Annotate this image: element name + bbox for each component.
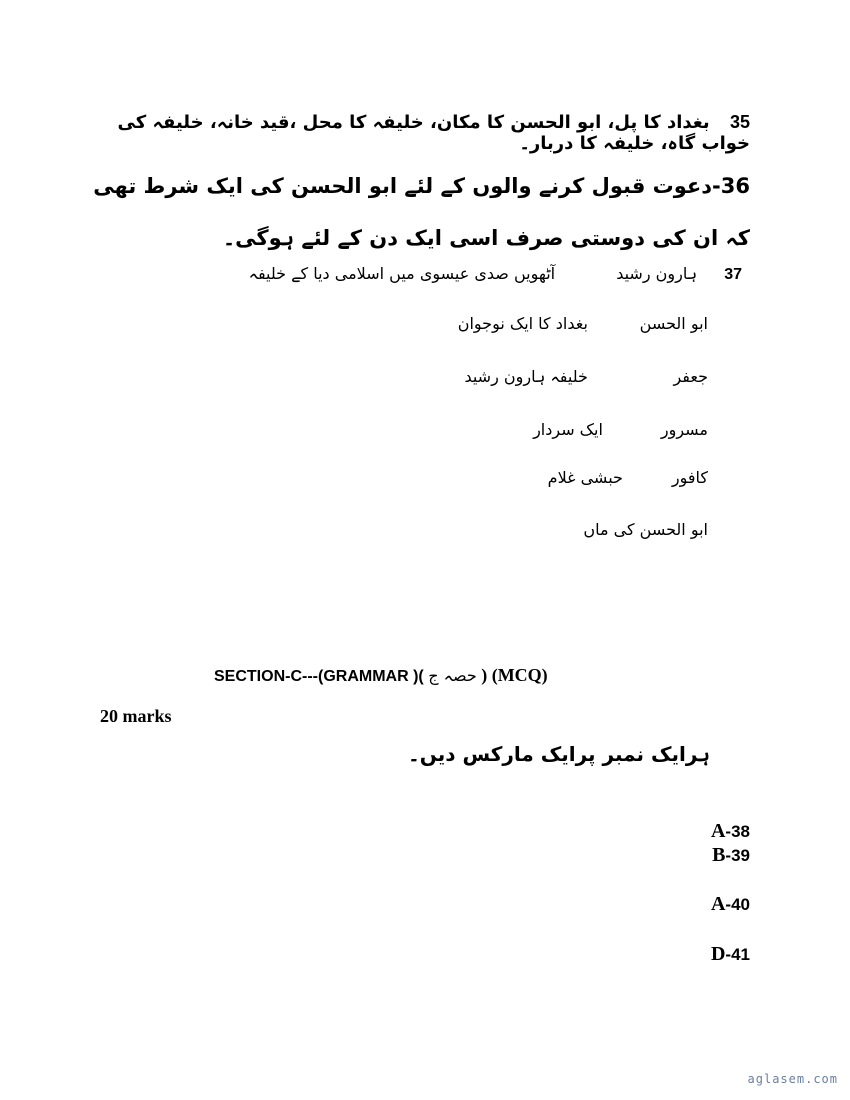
answer-text: ہارون رشید xyxy=(616,264,698,283)
answer-letter: A xyxy=(710,820,726,842)
answer-number: 41 xyxy=(731,945,750,964)
question-36 xyxy=(92,160,750,264)
question-text: 36-دعوت قبول کرنے والوں کے لئے ابو الحسن کی ایک شرط تھی کہ ان کی دوستی صرف اسی ایک دن کے لئے ہوگی۔ xyxy=(93,174,750,250)
section-heading-left: SECTION-C---(GRAMMAR )( xyxy=(214,668,424,685)
character-row xyxy=(583,520,708,539)
section-marks: 20 marks xyxy=(100,706,172,726)
answer-number: 40 xyxy=(731,895,750,914)
question-text: بغداد کا پل، ابو الحسن کا مکان، خلیفہ کا محل ،قید خانہ، خلیفہ کی خواب گاہ، خلیفہ کا دربار۔ xyxy=(117,112,750,154)
character-name: ابو الحسن کی ماں xyxy=(583,520,708,539)
character-description: ایک سردار xyxy=(533,420,603,439)
character-row xyxy=(533,420,708,439)
character-row xyxy=(464,367,708,386)
question-35 xyxy=(90,112,750,154)
section-heading-urdu: حصہ ج xyxy=(428,666,477,685)
mcq-answer: B-39 xyxy=(712,844,750,866)
character-name: کافور xyxy=(671,468,708,487)
character-name: مسرور xyxy=(660,420,708,439)
character-name: ابو الحسن xyxy=(639,314,708,333)
character-description: بغداد کا ایک نوجوان xyxy=(457,314,588,333)
question-37 xyxy=(249,264,742,284)
mcq-answer: A-38 xyxy=(710,820,750,842)
answer-letter: D xyxy=(710,943,726,965)
answer-number: 39 xyxy=(731,846,750,865)
mcq-answer: A-40 xyxy=(710,893,750,915)
marking-instruction: ہرایک نمبر پرایک مارکس دیں۔ xyxy=(408,742,710,766)
section-heading-right: ) (MCQ) xyxy=(481,665,548,685)
answer-description: آٹھویں صدی عیسوی میں اسلامی دیا کے خلیفہ xyxy=(248,264,556,283)
section-heading xyxy=(214,665,548,686)
mcq-answer: D-41 xyxy=(710,943,750,965)
character-description: حبشی غلام xyxy=(547,468,623,487)
watermark: aglasem.com xyxy=(747,1072,838,1086)
answer-number: 38 xyxy=(731,822,750,841)
answer-letter: A xyxy=(710,893,726,915)
question-number: 35 xyxy=(729,112,750,132)
answer-letter: B xyxy=(712,844,726,866)
character-description: خلیفہ ہارون رشید xyxy=(464,367,588,386)
character-name: جعفر xyxy=(673,367,708,386)
character-row xyxy=(548,468,708,487)
character-row xyxy=(458,314,708,333)
question-number: 37 xyxy=(724,266,742,283)
